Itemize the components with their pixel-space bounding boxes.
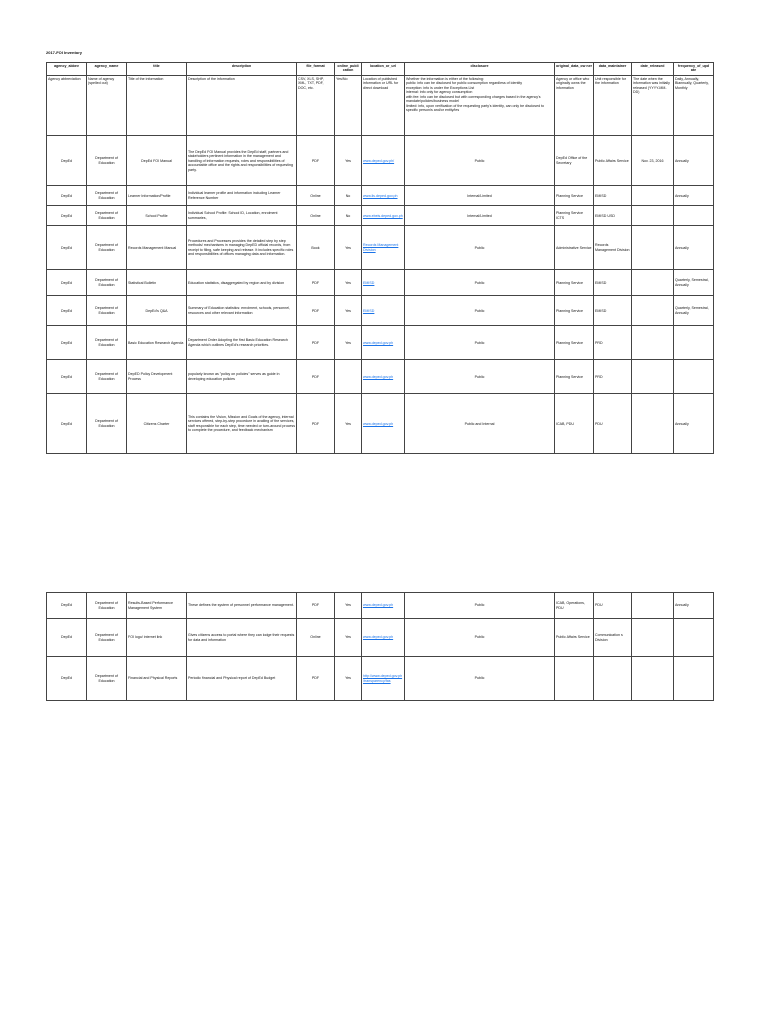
cell-description: Summary of Education statistics: enrolment, schools, personnel, resources and other relevant information bbox=[187, 296, 297, 326]
cell-online-publication: No bbox=[335, 186, 362, 206]
cell-description: Gives citizens access to portal where they can lodge their requests for data and information bbox=[187, 619, 297, 657]
cell-file-format: Online bbox=[297, 619, 335, 657]
location-link[interactable]: Records Management Division bbox=[363, 243, 399, 252]
cell-date-released bbox=[632, 657, 674, 701]
cell-online-publication: Yes bbox=[335, 296, 362, 326]
location-link[interactable]: www.deped.gov.ph bbox=[363, 635, 394, 640]
cell-agency-abbrev: DepEd bbox=[47, 186, 87, 206]
location-link[interactable]: www.deped.gov.ph bbox=[363, 340, 394, 345]
cell-agency-abbrev: DepEd bbox=[47, 270, 87, 296]
column-header-row bbox=[47, 63, 714, 76]
cell-frequency-of-update: Annually bbox=[674, 226, 714, 270]
field-description-original-data-owner: Agency or office who originally owns the information bbox=[555, 76, 594, 136]
cell-frequency-of-update: Annually bbox=[674, 394, 714, 454]
cell-file-format: PDF bbox=[297, 270, 335, 296]
location-link[interactable]: www.deped.gov.ph bbox=[363, 374, 394, 379]
table-row bbox=[47, 186, 714, 206]
cell-frequency-of-update bbox=[674, 206, 714, 226]
cell-agency-abbrev: DepEd bbox=[47, 206, 87, 226]
cell-location-or-url bbox=[362, 296, 405, 326]
cell-location-or-url bbox=[362, 206, 405, 226]
cell-title: Financial and Physical Reports bbox=[127, 657, 187, 701]
disclosure-definition-line: Whether the information is either of the following: bbox=[406, 76, 484, 81]
column-header-disclosure: disclosure bbox=[405, 63, 555, 76]
field-description-date-released: The date when the information was initially released (YYYY-MM-DD) bbox=[632, 76, 674, 136]
field-description-file-format: CSV, XLS, SHP, XML, TXT, PDF, DOC, etc. bbox=[297, 76, 335, 136]
field-description-title: Title of the information bbox=[127, 76, 187, 136]
column-header-date-released: date_released bbox=[632, 63, 674, 76]
column-header-description: description bbox=[187, 63, 297, 76]
disclosure-definition-line: internal: info only for agency consumption bbox=[406, 90, 473, 95]
cell-description: Department Order Adopting the first Basic Education Research Agenda which outlines DepEd's research priorities. bbox=[187, 326, 297, 360]
field-description-description: Description of the information bbox=[187, 76, 297, 136]
cell-original-data-owner: Planning Service ICTS bbox=[555, 206, 594, 226]
cell-title: DepEd's Q&A bbox=[127, 296, 187, 326]
table-row bbox=[47, 136, 714, 186]
column-header-location-or-url: location_or_url bbox=[362, 63, 405, 76]
cell-disclosure: Public bbox=[405, 360, 555, 394]
cell-agency-abbrev: DepEd bbox=[47, 296, 87, 326]
location-link[interactable]: EMISD bbox=[363, 280, 375, 285]
cell-online-publication: Yes bbox=[335, 270, 362, 296]
field-description-row bbox=[47, 76, 714, 136]
cell-file-format: Online bbox=[297, 186, 335, 206]
cell-date-released bbox=[632, 593, 674, 619]
cell-location-or-url bbox=[362, 593, 405, 619]
foi-inventory-table-continued bbox=[46, 592, 714, 701]
cell-description: Individual learner profile and information including Learner Reference Number bbox=[187, 186, 297, 206]
cell-file-format: PDF bbox=[297, 136, 335, 186]
cell-original-data-owner: Administrative Service bbox=[555, 226, 594, 270]
cell-title: DepEd FOI Manual bbox=[127, 136, 187, 186]
cell-description: These defines the system of personnel performance management. bbox=[187, 593, 297, 619]
disclosure-definition-line: public: info can be disclosed for public consumption regardless of identity bbox=[406, 81, 523, 86]
cell-data-maintainer: PRD bbox=[594, 360, 632, 394]
cell-original-data-owner: Planning Service bbox=[555, 186, 594, 206]
cell-disclosure: Internal/Limited bbox=[405, 206, 555, 226]
cell-description: The DepEd FOI Manual provides the DepEd staff, partners and stakeholders pertinent information in the management and handling of information requests, roles and responsibilities of accountable office and the rights and responsibilities of requesting party. bbox=[187, 136, 297, 186]
location-link[interactable]: EMISD bbox=[363, 308, 375, 313]
cell-online-publication: Yes bbox=[335, 226, 362, 270]
field-description-agency-name: Name of agency (spelled out) bbox=[87, 76, 127, 136]
cell-frequency-of-update bbox=[674, 619, 714, 657]
location-link[interactable]: www.lis.deped.gov.ph bbox=[363, 193, 398, 198]
cell-file-format: Online bbox=[297, 206, 335, 226]
cell-disclosure: Public bbox=[405, 619, 555, 657]
cell-agency-abbrev: DepEd bbox=[47, 136, 87, 186]
cell-date-released bbox=[632, 186, 674, 206]
cell-data-maintainer: Communication s Division bbox=[594, 619, 632, 657]
cell-agency-name: Department of Education bbox=[87, 394, 127, 454]
cell-disclosure: Public bbox=[405, 270, 555, 296]
cell-file-format: PDF bbox=[297, 296, 335, 326]
cell-description: Individual School Profile: School ID, Location, enrolment summaries, bbox=[187, 206, 297, 226]
cell-frequency-of-update: Annually bbox=[674, 593, 714, 619]
cell-date-released bbox=[632, 296, 674, 326]
cell-title: Citizens Charter bbox=[127, 394, 187, 454]
cell-frequency-of-update bbox=[674, 657, 714, 701]
cell-disclosure: Public bbox=[405, 296, 555, 326]
cell-description: Education statistics, disaggregated by region and by division bbox=[187, 270, 297, 296]
cell-disclosure: Public bbox=[405, 136, 555, 186]
cell-data-maintainer: EMISD USD bbox=[594, 206, 632, 226]
column-header-agency-abbrev: agency_abbev bbox=[47, 63, 87, 76]
column-header-agency-name: agency_name bbox=[87, 63, 127, 76]
cell-file-format: PDF bbox=[297, 360, 335, 394]
cell-agency-name: Department of Education bbox=[87, 186, 127, 206]
cell-file-format: PDF bbox=[297, 394, 335, 454]
cell-original-data-owner: Planning Service bbox=[555, 326, 594, 360]
table-row bbox=[47, 226, 714, 270]
cell-agency-name: Department of Education bbox=[87, 326, 127, 360]
cell-data-maintainer: PRD bbox=[594, 326, 632, 360]
cell-date-released bbox=[632, 360, 674, 394]
cell-title: Records Management Manual bbox=[127, 226, 187, 270]
cell-location-or-url bbox=[362, 226, 405, 270]
field-description-frequency-of-update: Daily, Annually, Biannually, Quarterly, Monthly bbox=[674, 76, 714, 136]
cell-agency-name: Department of Education bbox=[87, 296, 127, 326]
cell-agency-abbrev: DepEd bbox=[47, 657, 87, 701]
table-row bbox=[47, 326, 714, 360]
field-description-agency-abbrev: Agency abbreviation bbox=[47, 76, 87, 136]
table-row bbox=[47, 270, 714, 296]
cell-agency-name: Department of Education bbox=[87, 136, 127, 186]
cell-data-maintainer: PDU bbox=[594, 394, 632, 454]
cell-original-data-owner: Planning Service bbox=[555, 270, 594, 296]
cell-location-or-url bbox=[362, 619, 405, 657]
cell-disclosure: Public and Internal bbox=[405, 394, 555, 454]
table-row bbox=[47, 619, 714, 657]
cell-original-data-owner: Planning Service bbox=[555, 360, 594, 394]
cell-title: FOI logo/ internet link bbox=[127, 619, 187, 657]
cell-agency-name: Department of Education bbox=[87, 360, 127, 394]
field-description-disclosure bbox=[405, 76, 555, 136]
cell-original-data-owner bbox=[555, 657, 594, 701]
cell-online-publication: Yes bbox=[335, 136, 362, 186]
column-header-online-publication: online_publi cation bbox=[335, 63, 362, 76]
cell-data-maintainer: EMISD bbox=[594, 296, 632, 326]
foi-inventory-table bbox=[46, 62, 714, 454]
cell-title: Results-Based Performance Management System bbox=[127, 593, 187, 619]
column-header-file-format: file_format bbox=[297, 63, 335, 76]
cell-data-maintainer: Public Affairs Service bbox=[594, 136, 632, 186]
location-link[interactable]: www.deped.gov.ph/ bbox=[363, 158, 395, 163]
cell-title: Basic Education Research Agenda bbox=[127, 326, 187, 360]
cell-agency-abbrev: DepEd bbox=[47, 394, 87, 454]
cell-data-maintainer: EMISD bbox=[594, 186, 632, 206]
cell-title: Learner Information/Profile bbox=[127, 186, 187, 206]
cell-agency-abbrev: DepEd bbox=[47, 326, 87, 360]
cell-original-data-owner: DepEd Office of the Secretary bbox=[555, 136, 594, 186]
cell-location-or-url bbox=[362, 186, 405, 206]
cell-online-publication: Yes bbox=[335, 593, 362, 619]
cell-agency-name: Department of Education bbox=[87, 593, 127, 619]
cell-agency-name: Department of Education bbox=[87, 226, 127, 270]
column-header-data-maintainer: data_maintainer bbox=[594, 63, 632, 76]
cell-agency-abbrev: DepEd bbox=[47, 593, 87, 619]
cell-agency-name: Department of Education bbox=[87, 619, 127, 657]
cell-frequency-of-update: Quarterly, Semestral, Annually bbox=[674, 296, 714, 326]
cell-data-maintainer: PDU bbox=[594, 593, 632, 619]
cell-description: Periodic financial and Physical report of DepEd Budget bbox=[187, 657, 297, 701]
cell-location-or-url bbox=[362, 270, 405, 296]
cell-disclosure: Public bbox=[405, 326, 555, 360]
cell-online-publication: Yes bbox=[335, 657, 362, 701]
cell-date-released bbox=[632, 619, 674, 657]
table-row bbox=[47, 296, 714, 326]
cell-data-maintainer: EMISD bbox=[594, 270, 632, 296]
cell-title: School Profile bbox=[127, 206, 187, 226]
cell-frequency-of-update bbox=[674, 326, 714, 360]
cell-title: Statistical Bulletin bbox=[127, 270, 187, 296]
cell-file-format: Book bbox=[297, 226, 335, 270]
cell-location-or-url bbox=[362, 657, 405, 701]
location-link[interactable]: www.deped.gov.ph bbox=[363, 421, 394, 426]
cell-online-publication: Yes bbox=[335, 394, 362, 454]
table-row bbox=[47, 657, 714, 701]
cell-original-data-owner: ICAB, Operations, PDU bbox=[555, 593, 594, 619]
table-row bbox=[47, 394, 714, 454]
cell-frequency-of-update bbox=[674, 360, 714, 394]
cell-date-released bbox=[632, 326, 674, 360]
cell-date-released: Nov. 23, 2016 bbox=[632, 136, 674, 186]
cell-agency-abbrev: DepEd bbox=[47, 619, 87, 657]
cell-agency-name: Department of Education bbox=[87, 206, 127, 226]
column-header-title: title bbox=[127, 63, 187, 76]
sheet-title: 2017-FOI Inventory bbox=[46, 50, 83, 55]
cell-agency-abbrev: DepEd bbox=[47, 360, 87, 394]
cell-frequency-of-update: Annually bbox=[674, 136, 714, 186]
cell-date-released bbox=[632, 394, 674, 454]
cell-description: This contains the Vision, Mission and Goals of the agency, internal services offered, step-by-step procedure in availing of the services, staff responsible for each step, time needed or turn-around process to complete the procedure, and feedback mechanism bbox=[187, 394, 297, 454]
cell-date-released bbox=[632, 206, 674, 226]
cell-original-data-owner: ICAB, PDU bbox=[555, 394, 594, 454]
cell-disclosure: Internal/Limited bbox=[405, 186, 555, 206]
disclosure-definition-line: limited: info, upon verification of the requesting party's identity, can only be disclosed to specific person/s and/or entity/ies bbox=[406, 103, 545, 113]
cell-frequency-of-update: Annually bbox=[674, 186, 714, 206]
cell-date-released bbox=[632, 226, 674, 270]
cell-original-data-owner: Public Affairs Service bbox=[555, 619, 594, 657]
cell-online-publication bbox=[335, 360, 362, 394]
disclosure-definition-line: exception: info is under the Exceptions List bbox=[406, 85, 475, 90]
location-link[interactable]: www.deped.gov.ph bbox=[363, 603, 394, 608]
cell-original-data-owner: Planning Service bbox=[555, 296, 594, 326]
cell-online-publication: Yes bbox=[335, 619, 362, 657]
cell-file-format: PDF bbox=[297, 326, 335, 360]
cell-location-or-url bbox=[362, 394, 405, 454]
disclosure-definition-line: with fee: info can be disclosed but with corresponding charges based in the agency's mandate/policies/business model bbox=[406, 94, 541, 104]
field-description-online-publication: Yes/No bbox=[335, 76, 362, 136]
field-description-data-maintainer: Unit responsible for the information bbox=[594, 76, 632, 136]
cell-agency-name: Department of Education bbox=[87, 270, 127, 296]
cell-data-maintainer bbox=[594, 657, 632, 701]
cell-disclosure: Public bbox=[405, 226, 555, 270]
cell-location-or-url bbox=[362, 360, 405, 394]
location-link[interactable]: http://www.deped.gov.ph/transparency/fas bbox=[363, 674, 403, 683]
cell-online-publication: Yes bbox=[335, 326, 362, 360]
cell-description: Procedures and Processes provides the detailed step by step methods/ mechanisms in managing DepED official records, from receipt to filing, safe keeping and release. It includes specific roles and responsibilities of offices managing data and information. bbox=[187, 226, 297, 270]
cell-disclosure: Public bbox=[405, 593, 555, 619]
cell-agency-abbrev: DepEd bbox=[47, 226, 87, 270]
cell-file-format: PDF bbox=[297, 657, 335, 701]
cell-disclosure: Public bbox=[405, 657, 555, 701]
cell-agency-name: Department of Education bbox=[87, 657, 127, 701]
cell-frequency-of-update: Quarterly, Semestral, Annually bbox=[674, 270, 714, 296]
cell-location-or-url bbox=[362, 326, 405, 360]
cell-title: DepED Policy Development Process bbox=[127, 360, 187, 394]
table-row bbox=[47, 593, 714, 619]
table-row bbox=[47, 206, 714, 226]
cell-location-or-url bbox=[362, 136, 405, 186]
column-header-original-data-owner: original_data_ow ner bbox=[555, 63, 594, 76]
cell-data-maintainer: Records Management Division bbox=[594, 226, 632, 270]
cell-online-publication: No bbox=[335, 206, 362, 226]
field-description-location-or-url: Location of published information or URL for direct download bbox=[362, 76, 405, 136]
cell-date-released bbox=[632, 270, 674, 296]
table-row bbox=[47, 360, 714, 394]
cell-file-format: PDF bbox=[297, 593, 335, 619]
column-header-frequency-of-update: frequency_of_upd ate bbox=[674, 63, 714, 76]
cell-description: popularly known as "policy on policies" serves as guide in developing education policies bbox=[187, 360, 297, 394]
location-link[interactable]: www.ebeis.deped.gov.ph bbox=[363, 213, 403, 218]
